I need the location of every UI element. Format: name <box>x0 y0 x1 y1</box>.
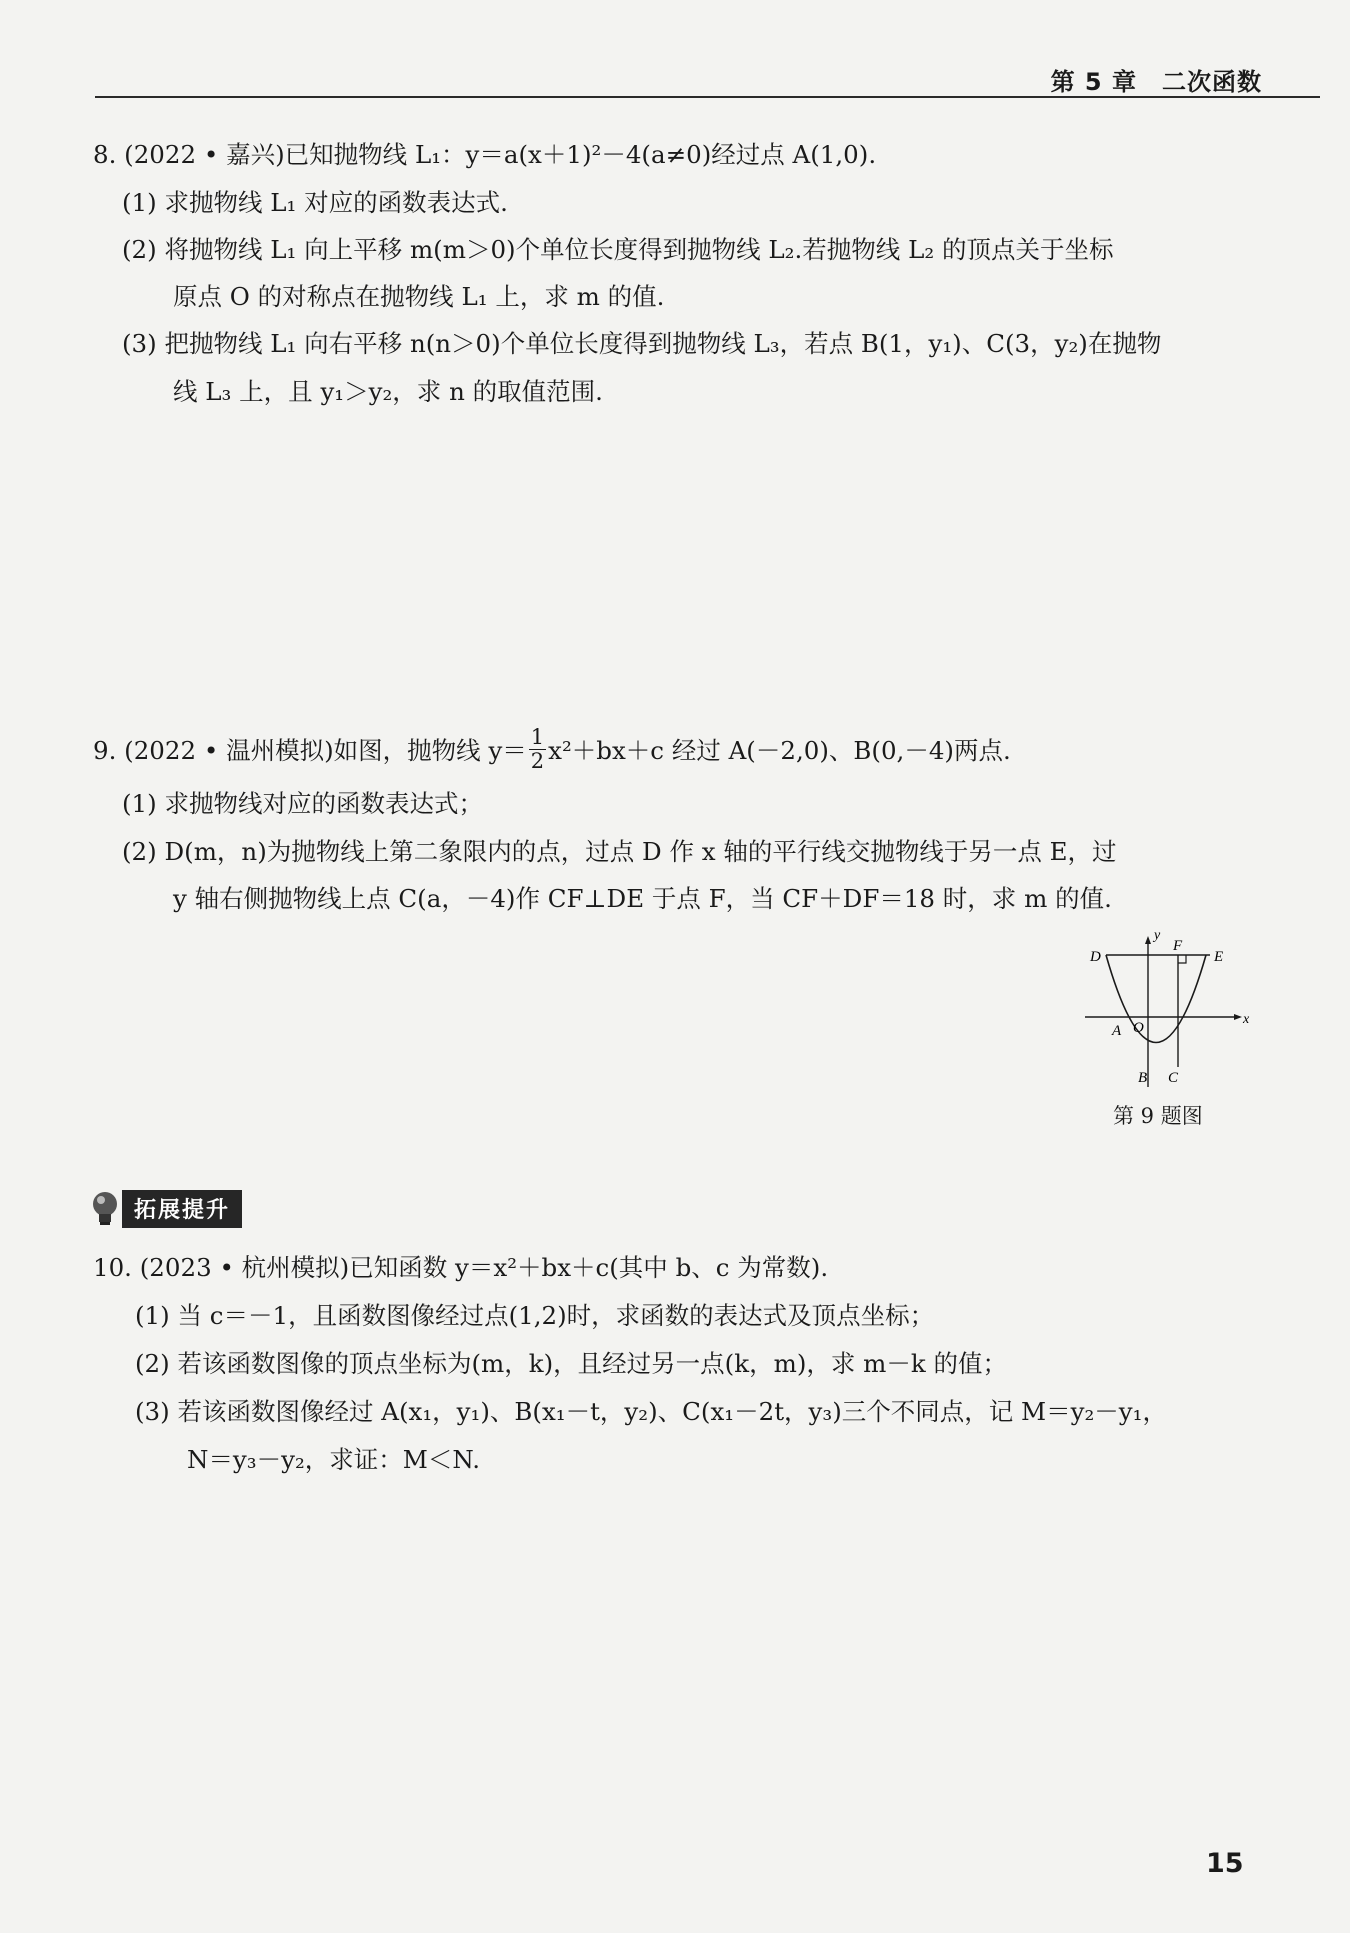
q10-part3-line1: (3) 若该函数图像经过 A(x₁，y₁)、B(x₁－t，y₂)、C(x₁－2t，y₃)三个不同点，记 M＝y₂－y₁， <box>135 1397 1167 1426</box>
label-B: B <box>1138 1070 1148 1086</box>
label-E: E <box>1214 949 1224 965</box>
q8-part2-line1: (2) 将抛物线 L₁ 向上平移 m(m＞0)个单位长度得到抛物线 L₂.若抛物线 L₂ 的顶点关于坐标 <box>122 235 1114 264</box>
q10-stem: 10. (2023 • 杭州模拟)已知函数 y＝x²＋bx＋c(其中 b、c 为常数). <box>93 1253 829 1282</box>
label-D: D <box>1090 949 1101 965</box>
q9-fraction <box>529 726 546 773</box>
q9-stem-start: 9. (2022 • 温州模拟)如图，抛物线 y＝ <box>93 736 527 766</box>
page-number: 15 <box>1206 1848 1244 1879</box>
q9-part1: (1) 求抛物线对应的函数表达式； <box>122 789 483 818</box>
figure-caption: 第 9 题图 <box>1113 1104 1203 1128</box>
label-x: x <box>1243 1012 1250 1027</box>
q9-frac-num: 1 <box>530 725 545 749</box>
q9-parabola-figure <box>1080 925 1255 1095</box>
q10-part3-line2: N＝y₃－y₂，求证：M＜N. <box>187 1445 481 1474</box>
q9-part2-line2: y 轴右侧抛物线上点 C(a，－4)作 CF⊥DE 于点 F，当 CF＋DF＝18 时，求 m 的值. <box>173 884 1112 913</box>
label-y: y <box>1154 928 1161 943</box>
label-O: O <box>1133 1020 1144 1036</box>
q9-stem-end: x²＋bx＋c 经过 A(－2,0)、B(0,－4)两点. <box>548 736 1011 766</box>
label-F: F <box>1173 938 1183 954</box>
q8-part3-line1: (3) 把抛物线 L₁ 向右平移 n(n＞0)个单位长度得到抛物线 L₃，若点 B(1，y₁)、C(3，y₂)在抛物 <box>122 329 1162 358</box>
q9-stem <box>93 725 1011 775</box>
q10-part1: (1) 当 c＝－1，且函数图像经过点(1,2)时，求函数的表达式及顶点坐标； <box>135 1301 935 1330</box>
chapter-title: 第 5 章 二次函数 <box>1050 68 1262 96</box>
q8-stem: 8. (2022 • 嘉兴)已知抛物线 L₁：y＝a(x＋1)²－4(a≠0)经过点 A(1,0). <box>93 140 877 169</box>
header-rule <box>95 96 1320 98</box>
lightbulb-icon <box>90 1190 120 1228</box>
y-axis-arrow-icon <box>1145 936 1151 944</box>
section-label: 拓展提升 <box>122 1190 242 1228</box>
q8-part3-line2: 线 L₃ 上，且 y₁＞y₂，求 n 的取值范围. <box>173 377 603 406</box>
section-badge <box>90 1192 242 1226</box>
q8-part2-line2: 原点 O 的对称点在抛物线 L₁ 上，求 m 的值. <box>173 282 665 311</box>
x-axis-arrow-icon <box>1234 1014 1242 1020</box>
q9-frac-den: 2 <box>530 749 545 774</box>
q9-part2-line1: (2) D(m，n)为抛物线上第二象限内的点，过点 D 作 x 轴的平行线交抛物线于另一点 E，过 <box>122 837 1117 866</box>
right-angle-mark <box>1178 955 1186 963</box>
label-A: A <box>1112 1023 1122 1039</box>
q10-part2: (2) 若该函数图像的顶点坐标为(m，k)，且经过另一点(k，m)，求 m－k 的值； <box>135 1349 1008 1378</box>
q8-part1: (1) 求抛物线 L₁ 对应的函数表达式. <box>122 188 508 217</box>
label-C: C <box>1168 1070 1179 1086</box>
